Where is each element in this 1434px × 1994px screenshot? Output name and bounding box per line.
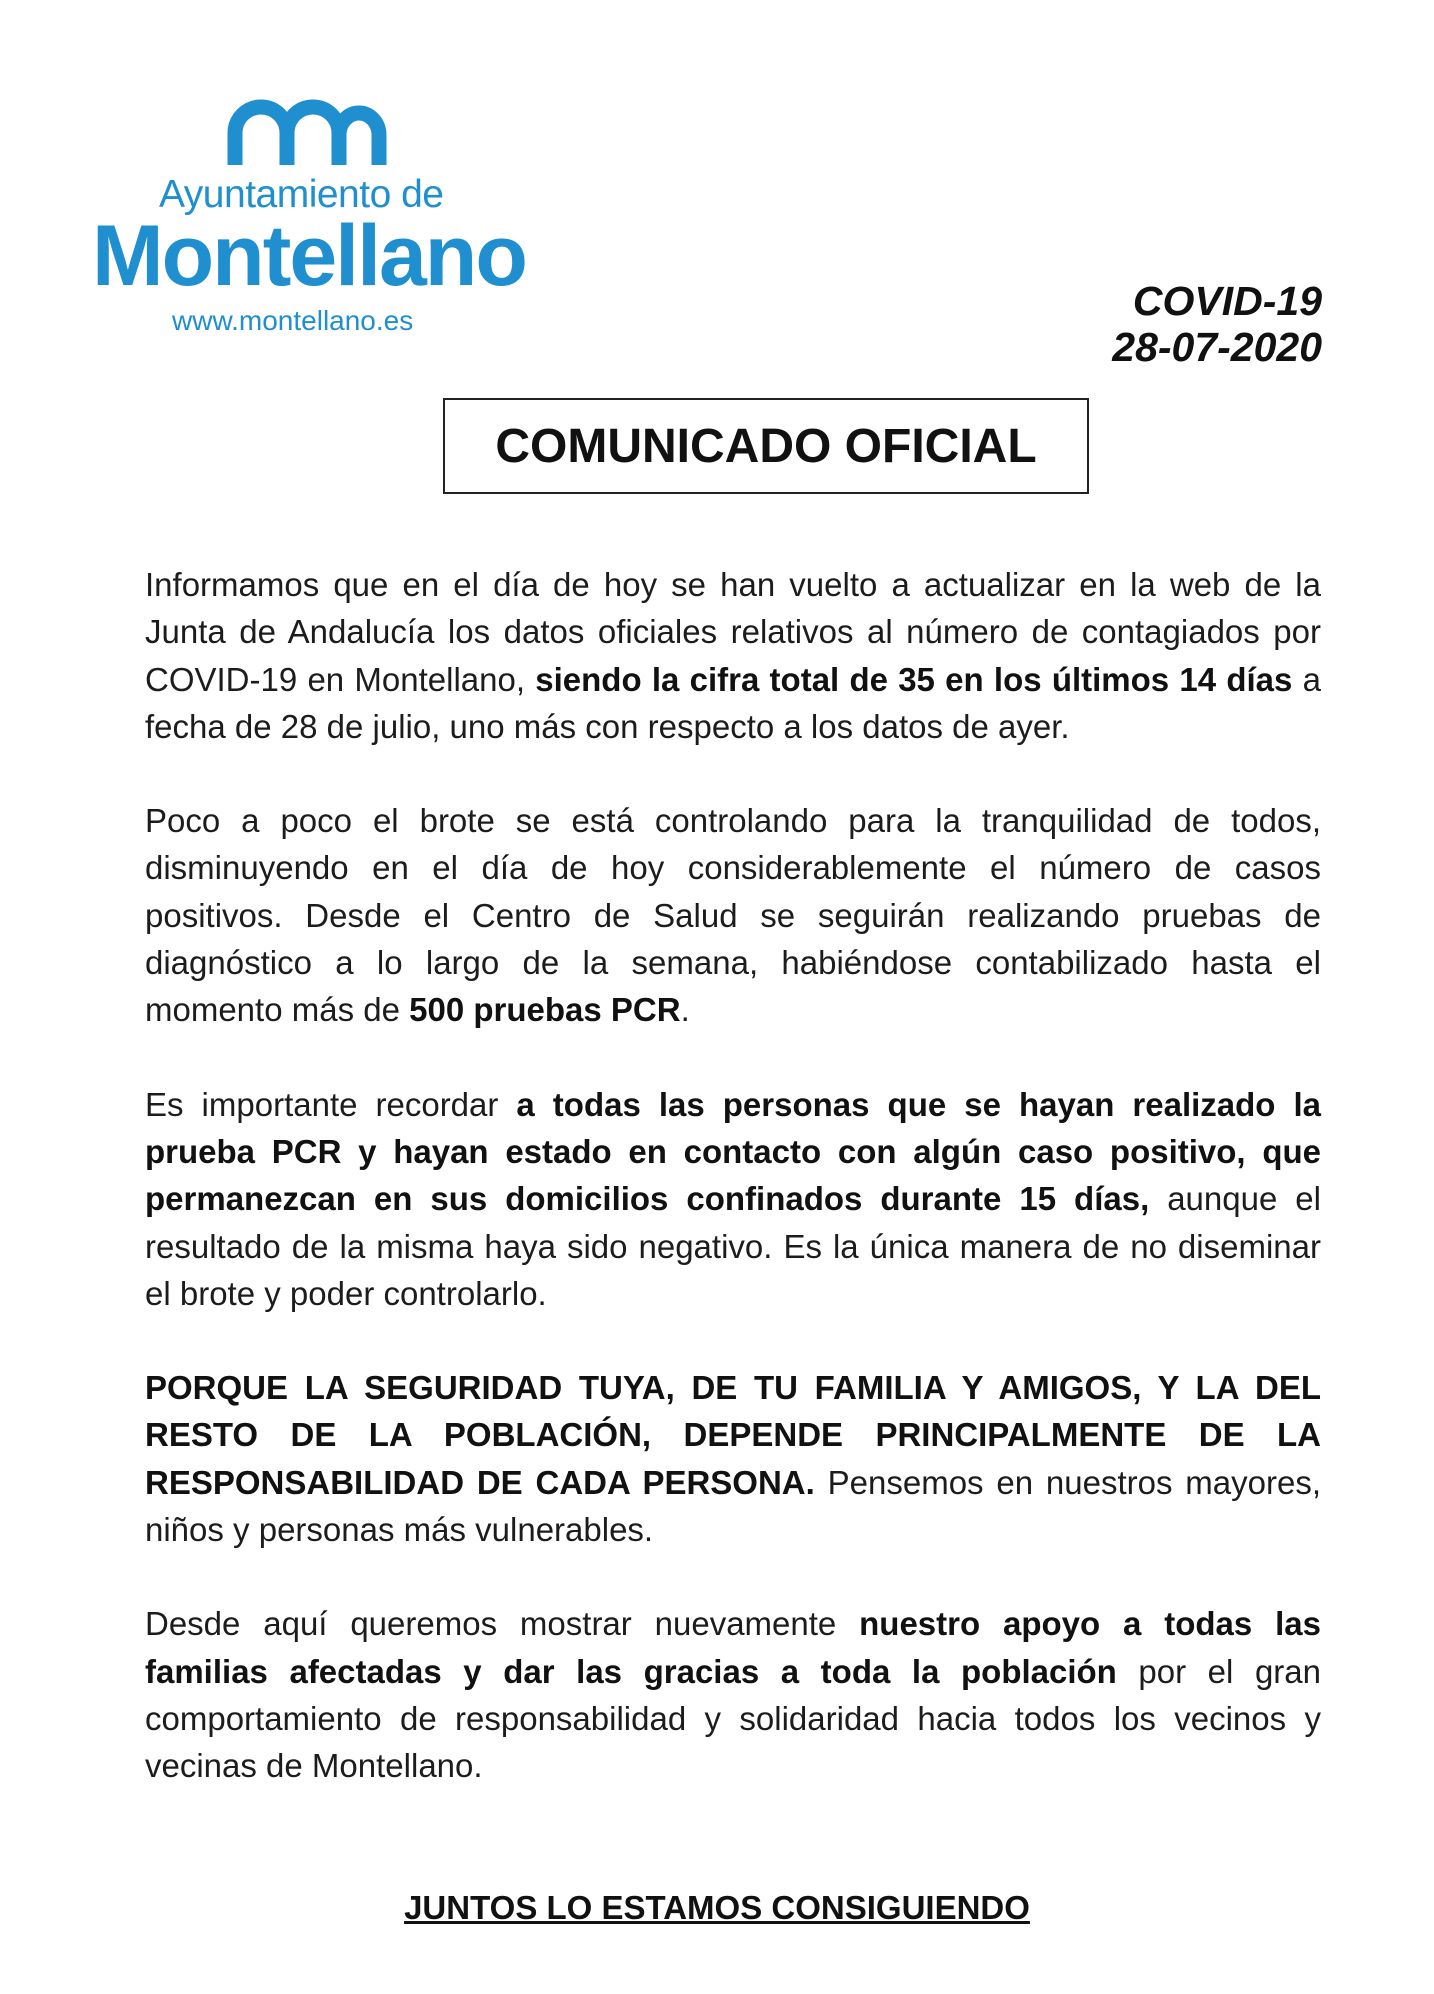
run-bold: nuestro apoyo a todas las familias afectadas y dar las gracias a toda la población xyxy=(145,1605,1321,1690)
run: Informamos que en el día de hoy se han vuelto a actualizar en la web de la Junta de Andalucía los datos oficiales relativos al número de contagiados por COVID-19 en Montellano, xyxy=(145,566,1321,698)
municipality-logo xyxy=(92,95,532,345)
run-bold: PORQUE LA SEGURIDAD TUYA, DE TU FAMILIA Y AMIGOS, Y LA DEL RESTO DE LA POBLACIÓN, DEPENDE PRINCIPALMENTE DE LA RESPONSABILIDAD DE CADA PERSONA. xyxy=(145,1369,1321,1501)
paragraph-1 xyxy=(145,561,1321,750)
run: Es importante recordar xyxy=(145,1085,517,1123)
document-body xyxy=(145,561,1321,1837)
footer-slogan: JUNTOS LO ESTAMOS CONSIGUIENDO xyxy=(404,1889,1030,1926)
run: aunque el resultado de la misma haya sido negativo. Es la única manera de no diseminar el brote y poder controlarlo. xyxy=(145,1180,1321,1312)
run: Desde aquí queremos mostrar nuevamente xyxy=(145,1605,860,1643)
run: Poco a poco el brote se está controlando para la tranquilidad de todos, disminuyendo en el día de hoy considerablemente el número de casos positivos. Desde el Centro de Salud se seguirán realizando pruebas de diagnóstico a lo largo de la semana, habiéndose contabilizado hasta el momento más de xyxy=(145,802,1321,1029)
run: por el gran comportamiento de responsabilidad y solidaridad hacia todos los vecinos y vecinas de Montellano. xyxy=(145,1652,1321,1785)
logo-arch-middle xyxy=(287,107,339,165)
run: Pensemos en nuestros mayores, niños y personas más vulnerables. xyxy=(145,1463,1321,1549)
run-bold: siendo la cifra total de 35 en los últimos 14 días xyxy=(535,660,1293,698)
logo-website: www.montellano.es xyxy=(172,305,414,336)
meta-date: 28-07-2020 xyxy=(1112,324,1322,371)
paragraph-3 xyxy=(145,1081,1321,1317)
logo-arches-icon xyxy=(227,95,387,167)
paragraph-2 xyxy=(145,797,1321,1033)
document-title: COMUNICADO OFICIAL xyxy=(495,419,1037,473)
logo-arch-left xyxy=(235,107,287,165)
paragraph-5 xyxy=(145,1600,1321,1789)
run: a fecha de 28 de julio, uno más con respecto a los datos de ayer. xyxy=(145,660,1321,745)
document-meta xyxy=(1112,278,1322,371)
paragraph-4 xyxy=(145,1364,1321,1553)
logo-arch-right xyxy=(339,113,379,165)
footer xyxy=(0,1889,1434,1927)
run-bold: a todas las personas que se hayan realizado la prueba PCR y hayan estado en contacto con algún caso positivo, que permanezcan en sus domicilios confinados durante 15 días, xyxy=(145,1085,1322,1218)
logo-line-ayuntamiento: Ayuntamiento de xyxy=(159,173,444,216)
meta-topic: COVID-19 xyxy=(1132,278,1322,324)
run: . xyxy=(680,991,690,1029)
title-box xyxy=(443,398,1089,494)
run-bold: 500 pruebas PCR xyxy=(409,991,681,1029)
logo-line-montellano: Montellano xyxy=(92,208,526,304)
